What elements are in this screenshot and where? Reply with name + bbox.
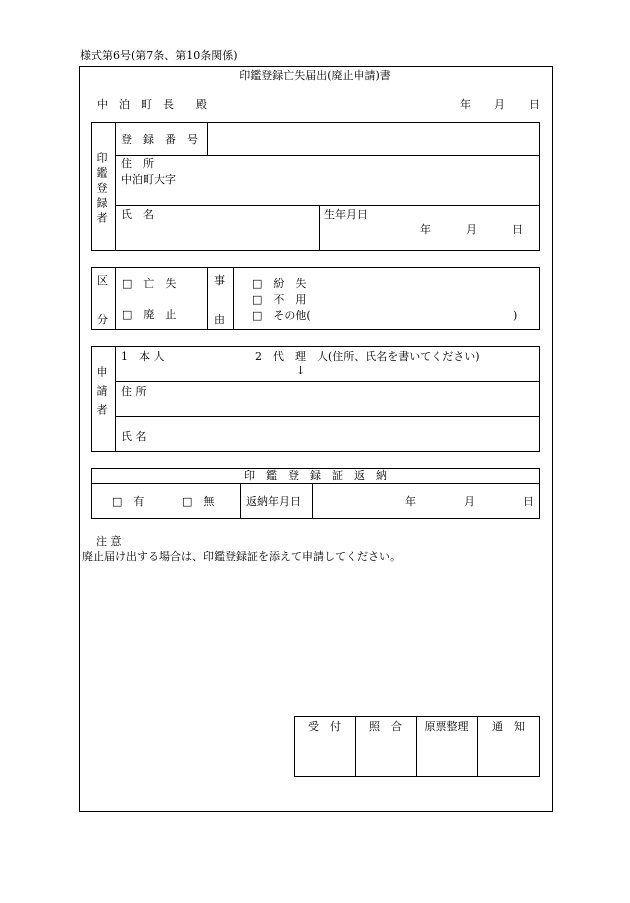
reason-label-top: 事 [214, 274, 225, 287]
return-day: 日 [523, 495, 534, 508]
category-label-top: 区 [97, 274, 108, 287]
form-title: 印鑑登録亡失届出(廃止申請)書 [239, 69, 391, 82]
registrant-name-field[interactable] [116, 206, 318, 250]
addressee: 中 泊 町 長 殿 [97, 98, 207, 111]
notes-heading: 注 意 [96, 535, 122, 548]
reg-number-label: 登 録 番 号 [121, 133, 198, 146]
reason-lost-checkbox[interactable]: □ 紛 失 [252, 277, 307, 290]
notes-text: 廃止届け出する場合は、印鑑登録証を添えて申請してください。 [82, 550, 401, 563]
return-date-label: 返納年月日 [246, 495, 301, 508]
office-verify-label: 照 合 [369, 720, 402, 733]
registrant-address-prefill: 中泊町大字 [121, 173, 176, 186]
return-no-checkbox[interactable]: □ 無 [182, 495, 215, 508]
birthdate-label: 生年月日 [324, 208, 368, 221]
birth-year: 年 [420, 223, 431, 236]
office-receipt-label: 受 付 [308, 720, 341, 733]
form-number: 様式第6号(第7条、第10条関係) [80, 49, 238, 62]
applicant-self-option[interactable]: 1 本 人 [121, 350, 165, 363]
registrant-address-label: 住 所 [121, 157, 154, 170]
reason-unneeded-checkbox[interactable]: □ 不 用 [252, 293, 307, 306]
date-year: 年 [460, 98, 471, 111]
reg-number-field[interactable] [208, 123, 539, 154]
date-day: 日 [529, 98, 540, 111]
agent-arrow: ↓ [296, 364, 306, 377]
return-month: 月 [464, 495, 475, 508]
applicant-name-label: 氏 名 [121, 430, 147, 443]
reason-label-bottom: 由 [214, 313, 225, 326]
option-lost-checkbox[interactable]: □ 亡 失 [122, 277, 177, 290]
birth-day: 日 [512, 223, 523, 236]
option-abolish-checkbox[interactable]: □ 廃 止 [122, 308, 177, 321]
certificate-return-header: 印 鑑 登 録 証 返 納 [244, 469, 387, 482]
registrant-side-label: 印鑑登録者 [95, 152, 108, 227]
applicant-side-label: 申請者 [95, 366, 108, 423]
registrant-name-label: 氏 名 [121, 208, 154, 221]
birth-month: 月 [466, 223, 477, 236]
date-month: 月 [494, 98, 505, 111]
reason-other-close: ) [513, 309, 518, 322]
registrant-address-field[interactable] [116, 156, 539, 204]
office-ledger-label: 原票整理 [424, 720, 469, 733]
applicant-address-field[interactable] [116, 382, 539, 415]
applicant-address-label: 住 所 [121, 385, 147, 398]
office-notify-label: 通 知 [492, 720, 525, 733]
category-label-bottom: 分 [97, 313, 108, 326]
reason-other-checkbox[interactable]: □ その他( [252, 309, 311, 322]
return-year: 年 [405, 495, 416, 508]
return-yes-checkbox[interactable]: □ 有 [112, 495, 145, 508]
applicant-name-field[interactable] [116, 417, 539, 451]
applicant-agent-option[interactable]: 2 代 理 人(住所、氏名を書いてください) [255, 350, 480, 363]
